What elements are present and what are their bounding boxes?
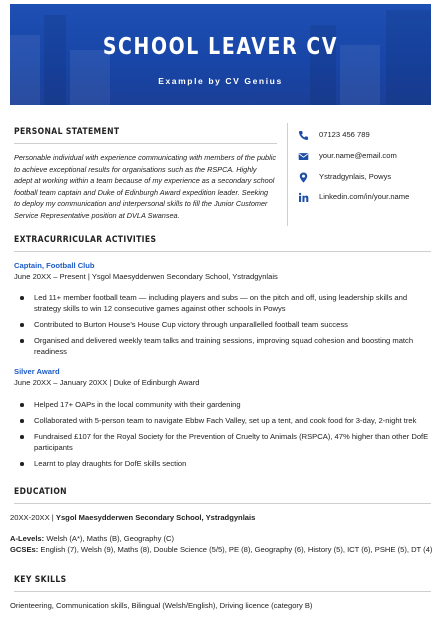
divider [14,143,277,144]
list-item: Fundraised £107 for the Royal Society for the Prevention of Cruelty to Animals (RSPCA), 47% higher than other DofE participants [18,431,430,453]
contact-linkedin [298,191,438,205]
contact-email [298,150,438,164]
divider [14,591,431,592]
role-bullets [18,292,430,357]
role-meta: June 20XX – January 20XX | Duke of Edinburgh Award [14,378,200,387]
section-title-key-skills: KEY SKILLS [14,575,67,585]
page-subtitle: Example by CV Genius [158,76,283,86]
contact-location [298,171,438,185]
contact-location-text: Ystradgynlais, Powys [319,172,392,181]
phone-icon [298,130,309,141]
personal-statement-text: Personable individual with experience communicating with members of the public to achieve exceptional results for organisations such as the RSPCA. Highly adept at working within a team because of my experience as a secondary school football team captain and Duke of Edinburgh Award expedition leader. Seeking to deploy my communication and interpersonal skills to fill the Junior Customer Service Representative position at DVLA Swansea. [14,153,277,220]
section-title-personal-statement: PERSONAL STATEMENT [14,127,120,137]
column-divider [287,123,288,226]
contact-linkedin-text: Linkedin.com/in/your.name [319,192,410,201]
email-icon [298,151,309,162]
section-title-education: EDUCATION [14,487,67,497]
linkedin-icon [298,192,309,203]
education-school: Ysgol Maesydderwen Secondary School, Ystradgynlais [55,513,256,522]
list-item: Helped 17+ OAPs in the local community with their gardening [18,399,430,410]
role-meta: June 20XX – Present | Ysgol Maesydderwen Secondary School, Ystradgynlais [14,272,278,281]
education-alevels: A-Levels: Welsh (A*), Maths (B), Geography (C) [10,534,175,543]
contact-phone-text: 07123 456 789 [319,130,370,139]
role-title: Captain, Football Club [14,261,95,270]
list-item: Led 11+ member football team — including players and subs — on the pitch and off, using leadership skills and strategy skills to win 12 consecutive games against other schools in Powys [18,292,430,314]
list-item: Learnt to play draughts for DofE skills section [18,458,430,469]
location-pin-icon [298,172,309,183]
role-title: Silver Award [14,367,60,376]
divider [14,503,431,504]
page-title: SCHOOL LEAVER CV [102,34,339,60]
list-item: Organised and delivered weekly team talks and training sessions, improving squad cohesion and boosting match readiness [18,335,430,357]
section-title-extracurricular: EXTRACURRICULAR ACTIVITIES [14,235,157,245]
contact-phone [298,129,438,143]
education-gcses: GCSEs: English (7), Welsh (9), Maths (8), Double Science (5/5), PE (8), Geography (6), History (5), ICT (6), PSHE (5), DT (4) [10,545,433,554]
key-skills-text: Orienteering, Communication skills, Bilingual (Welsh/English), Driving licence (category B) [10,601,313,610]
header-banner [10,4,431,105]
divider [14,251,431,252]
contact-email-text: your.name@email.com [319,151,397,160]
role-bullets [18,399,430,469]
education-school-line: 20XX-20XX | Ysgol Maesydderwen Secondary School, Ystradgynlais [10,513,256,522]
list-item: Contributed to Burton House’s House Cup victory through unparallelled football team success [18,319,430,330]
list-item: Collaborated with 5-person team to navigate Ebbw Fach Valley, set up a tent, and cook food for 3-day, 2-night trek [18,415,430,426]
